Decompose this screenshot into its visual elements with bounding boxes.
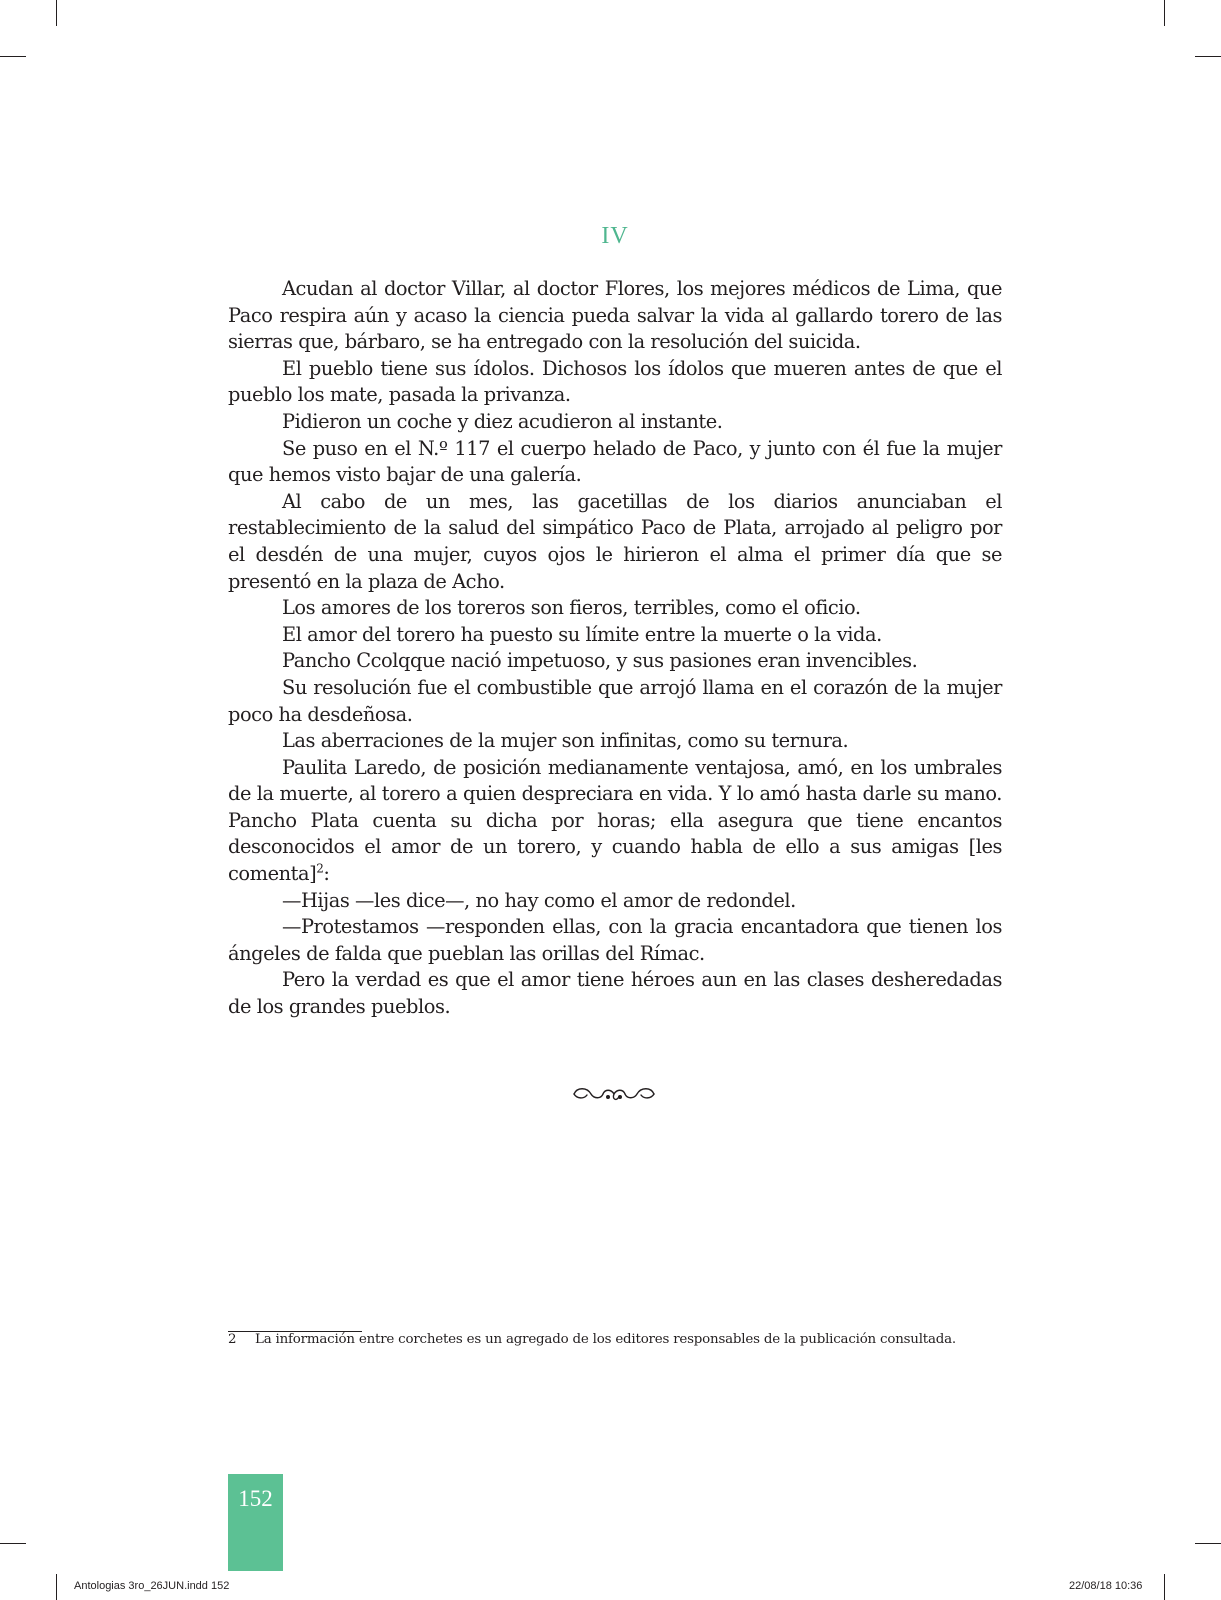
footnote-reference[interactable]: 2 bbox=[316, 861, 324, 876]
paragraph: Acudan al doctor Villar, al doctor Flores, los mejores médicos de Lima, que Paco respira aún y acaso la ciencia pueda salvar la vida al gallardo torero de las sierras que, bárbaro, se ha entregado con la resolución del suicida. bbox=[228, 277, 1002, 354]
crop-mark-bottom-right bbox=[1164, 1574, 1165, 1600]
slug-datetime: 22/08/18 10:36 bbox=[1069, 1580, 1143, 1592]
crop-mark-top-left-h bbox=[0, 56, 26, 57]
footnote bbox=[228, 1332, 1002, 1347]
paragraph: Al cabo de un mes, las gacetillas de los diarios anunciaban el restablecimiento de la salud del simpático Paco de Plata, arrojado al peligro por el desdén de una mujer, cuyos ojos le hirieron el alma el primer día que se presentó en la plaza de Acho. bbox=[228, 489, 1002, 593]
chapter-heading: IV bbox=[601, 223, 629, 249]
paragraph: Pidieron un coche y diez acudieron al instante. bbox=[282, 409, 723, 433]
paragraph: Pancho Ccolqque nació impetuoso, y sus pasiones eran invencibles. bbox=[282, 649, 918, 673]
body-text bbox=[228, 276, 1002, 1021]
crop-mark-top-right bbox=[1164, 0, 1165, 26]
paragraph: Los amores de los toreros son fieros, terribles, como el oficio. bbox=[282, 596, 861, 620]
slug-filename: Antologias 3ro_26JUN.indd 152 bbox=[74, 1580, 230, 1592]
crop-mark-top-left bbox=[56, 0, 57, 26]
paragraph-colon: : bbox=[323, 862, 330, 886]
footnote-text: La información entre corchetes es un agregado de los editores responsables de la publicación consultada. bbox=[255, 1332, 956, 1347]
crop-mark-bottom-left bbox=[56, 1574, 57, 1600]
paragraph: El amor del torero ha puesto su límite entre la muerte o la vida. bbox=[282, 622, 882, 646]
page-number: 152 bbox=[238, 1486, 273, 1511]
paragraph: Se puso en el N.º 117 el cuerpo helado de Paco, y junto con él fue la mujer que hemos visto bajar de una galería. bbox=[228, 436, 1002, 487]
paragraph-text: Paulita Laredo, de posición medianamente ventajosa, amó, en los umbrales de la muerte, al torero a quien despreciara en vida. Y lo amó hasta darle su mano. Pancho Plata cuenta su dicha por horas; ella asegura que tiene encantos desconocidos el amor de un torero, y cuando habla de ello a sus amigas [les comenta] bbox=[228, 755, 1002, 886]
paragraph: Pero la verdad es que el amor tiene héroes aun en las clases desheredadas de los grandes pueblos. bbox=[228, 968, 1002, 1019]
paragraph: —Protestamos —responden ellas, con la gracia encantadora que tienen los ángeles de falda que pueblan las orillas del Rímac. bbox=[228, 915, 1002, 965]
crop-mark-bottom-right-h bbox=[1195, 1543, 1221, 1544]
flourish-ornament-icon bbox=[571, 1082, 657, 1106]
crop-mark-bottom-left-h bbox=[0, 1543, 26, 1544]
paragraph: Su resolución fue el combustible que arrojó llama en el corazón de la mujer poco ha desdeñosa. bbox=[228, 675, 1002, 726]
paragraph: El pueblo tiene sus ídolos. Dichosos los ídolos que mueren antes de que el pueblo los mate, pasada la privanza. bbox=[228, 356, 1002, 407]
paragraph: —Hijas —les dice—, no hay como el amor de redondel. bbox=[282, 888, 796, 912]
paragraph-with-footnote bbox=[228, 755, 1002, 888]
crop-mark-top-right-h bbox=[1195, 56, 1221, 57]
paragraph: Las aberraciones de la mujer son infinitas, como su ternura. bbox=[282, 729, 849, 753]
footnote-number: 2 bbox=[228, 1332, 237, 1347]
